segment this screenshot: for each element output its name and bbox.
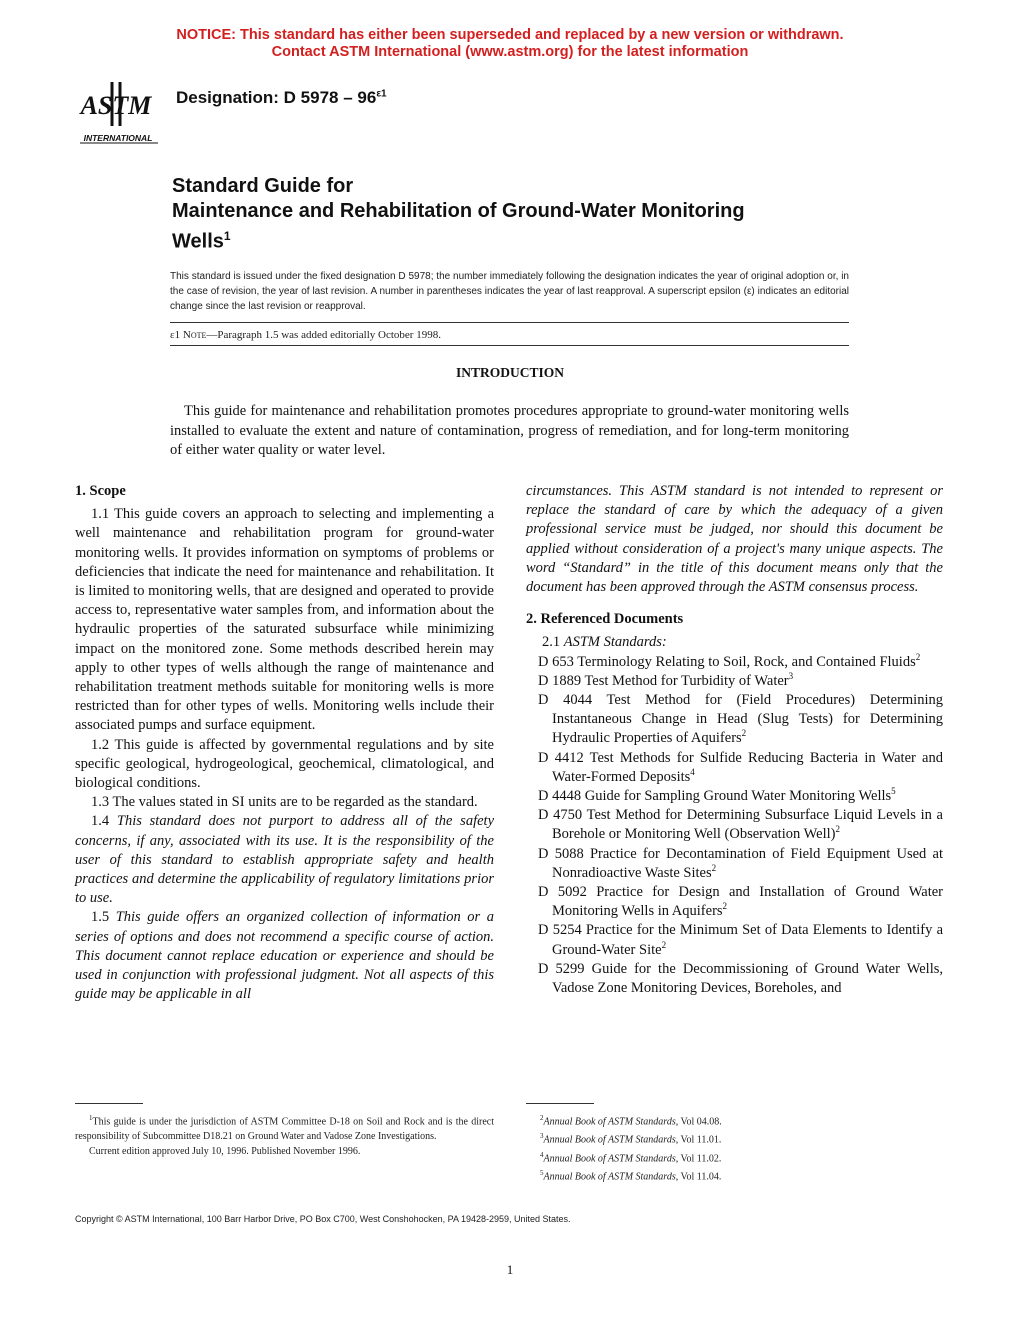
- footnote-source: Annual Book of ASTM Standards: [543, 1134, 676, 1146]
- referenced-document-item: [526, 653, 943, 672]
- referenced-document-text: D 5299 Guide for the Decommissioning of Ground Water Wells, Vadose Zone Monitoring Devices, Boreholes, and: [538, 960, 943, 997]
- referenced-documents-heading: 2. Referenced Documents: [526, 611, 684, 628]
- title-line-1: Standard Guide for: [172, 175, 354, 197]
- para-number: 1.5: [91, 909, 110, 926]
- logo-caption: INTERNATIONAL: [83, 133, 153, 143]
- footnote-mark: 2: [540, 1114, 544, 1122]
- notice-line-2: Contact ASTM International (www.astm.org) for the latest information: [271, 44, 749, 60]
- preamble: This standard is issued under the fixed designation D 5978; the number immediately following the designation indicates the year of original adoption or, in the case of revision, the year of last revision. A number in parentheses indicates the year of last reapproval. A superscript epsilon (ε) indicates an editorial change since the last revision or reapproval.: [170, 271, 849, 312]
- para-number: 2.1: [542, 634, 561, 651]
- footnote-mark: 4: [540, 1150, 544, 1159]
- footnote-volume: , Vol 11.01.: [675, 1134, 722, 1146]
- footnote-volume: , Vol 11.04.: [675, 1171, 722, 1183]
- scope-para-1-3: 1.3 The values stated in SI units are to be regarded as the standard.: [91, 794, 478, 811]
- astm-standards-subheading: [526, 633, 943, 652]
- footnote-2: [526, 1111, 943, 1129]
- footnote-source: Annual Book of ASTM Standards: [543, 1171, 676, 1183]
- designation: [176, 88, 387, 108]
- referenced-document-item: [526, 921, 943, 959]
- right-column: [526, 482, 943, 998]
- referenced-document-text: D 5092 Practice for Design and Installation of Ground Water Monitoring Wells in Aquifers: [538, 884, 943, 920]
- scope-para-1-5-text: This guide offers an organized collection of information or a series of options and does not recommend a specific course of action. This document cannot replace education or experience and should be used in conjunction with professional judgment. Not all aspects of this guide may be applicable in all: [75, 909, 494, 1003]
- footnote-3: [526, 1129, 943, 1147]
- footnote-mark: 2: [915, 651, 921, 662]
- introduction-heading: INTRODUCTION: [455, 365, 564, 380]
- footnote-5: [526, 1166, 943, 1184]
- astm-logo: [76, 76, 160, 148]
- scope-para-1-2: 1.2 This guide is affected by governmental regulations and by site specific geological, hydrogeological, geochemical, climatological, and biological conditions.: [75, 736, 494, 792]
- scope-para-1-5: [75, 908, 494, 1004]
- referenced-document-text: D 653 Terminology Relating to Soil, Rock, and Contained Fluids: [538, 653, 916, 670]
- left-column: [75, 482, 494, 1004]
- title-footnote-mark: 1: [223, 229, 231, 243]
- footnote-mark: 3: [788, 671, 794, 681]
- referenced-document-text: D 4412 Test Methods for Sulfide Reducing Bacteria in Water and Water-Formed Deposits: [538, 749, 943, 785]
- designation-text: Designation: D 5978 – 96: [176, 88, 377, 107]
- para-number: 1.4: [91, 813, 110, 830]
- referenced-document-item: [526, 749, 943, 787]
- withdrawal-notice: [0, 27, 1020, 61]
- footnote-source: Annual Book of ASTM Standards: [543, 1116, 676, 1128]
- astm-standards-label: ASTM Standards:: [563, 634, 667, 651]
- scope-para-1-4: [75, 812, 494, 908]
- footnote-volume: , Vol 04.08.: [675, 1116, 722, 1128]
- scope-para-1-4-text: This standard does not purport to address all of the safety concerns, if any, associated with its use. It is the responsibility of the user of this standard to establish appropriate safety and health practices and determine the applicability of regulatory limitations prior to use.: [75, 813, 495, 907]
- epsilon-note: [170, 329, 441, 341]
- epsilon-note-text: —Paragraph 1.5 was added editorially October 1998.: [206, 329, 441, 341]
- scope-para-1-5-cont-text: circumstances. This ASTM standard is not intended to represent or replace the standard of care by which the adequacy of a given professional service must be judged, nor should this document be applied without consideration of a project's many unique aspects. The word “Standard” in the title of this document means only that the document has been approved through the ASTM consensus process.: [526, 483, 943, 596]
- approval-note: Current edition approved July 10, 1996. Published November 1996.: [89, 1146, 361, 1158]
- footnote-mark: 1: [89, 1114, 93, 1122]
- footnote-1-text: This guide is under the jurisdiction of ASTM Committee D-18 on Soil and Rock and is the direct responsibility of Subcommittee D18.21 on Ground Water and Vadose Zone Investigations.: [75, 1116, 494, 1143]
- referenced-document-item: [526, 787, 943, 806]
- footnote-mark: 5: [540, 1168, 544, 1177]
- referenced-document-text: D 4750 Test Method for Determining Subsurface Liquid Levels in a Borehole or Monitoring Well (Observation Well): [538, 807, 943, 843]
- referenced-document-item: [526, 806, 943, 844]
- referenced-document-text: D 4448 Guide for Sampling Ground Water Monitoring Wells: [538, 788, 892, 805]
- footnote-source: Annual Book of ASTM Standards: [543, 1152, 676, 1164]
- referenced-document-item: [526, 883, 943, 921]
- page-number: 1: [506, 1262, 514, 1277]
- referenced-document-text: D 4044 Test Method for (Field Procedures) Determining Instantaneous Change in Head (Slug Tests) for Determining Hydraulic Properties of Aquifers: [538, 692, 943, 747]
- document-title: [172, 174, 872, 255]
- referenced-document-text: D 1889 Test Method for Turbidity of Water: [538, 672, 789, 689]
- footnote-divider: [75, 1103, 143, 1104]
- title-line-2: Maintenance and Rehabilitation of Ground-Water Monitoring: [172, 200, 745, 222]
- logo-letters: ASTM: [80, 91, 152, 120]
- footnote-mark: 2: [741, 728, 747, 739]
- referenced-document-item: [526, 691, 943, 749]
- footnote-mark: 4: [690, 767, 695, 778]
- footnote-mark: 5: [891, 786, 896, 797]
- footnotes-left: [75, 1111, 494, 1159]
- referenced-document-item: [526, 845, 943, 883]
- footnote-mark: 2: [661, 939, 667, 950]
- footnote-mark: 3: [540, 1132, 544, 1141]
- designation-epsilon: ε1: [376, 88, 387, 100]
- epsilon-note-mark: ε1: [170, 329, 181, 341]
- scope-para-1-1: 1.1 This guide covers an approach to selecting and implementing a well maintenance and rehabilitation program for ground-water monitoring wells. It provides information on symptoms of problems or deficiencies that indicate the need for maintenance and rehabilitation. It is limited to monitoring wells, that are designed and operated to provide access to, representative water samples from, and information about the hydraulic properties of the saturated subsurface while minimizing impact on the monitored zone. Some methods described herein may apply to other types of wells although the range of maintenance and rehabilitation treatment methods suitable for monitoring wells is more restricted than for other types of wells. Monitoring wells include their associated pumps and surface equipment.: [75, 506, 494, 734]
- title-line-3: Wells: [172, 230, 224, 253]
- footnote-4: [526, 1148, 943, 1166]
- divider: [170, 345, 849, 346]
- footnote-1: [75, 1111, 494, 1144]
- introduction-text: This guide for maintenance and rehabilitation promotes procedures appropriate to ground-water monitoring wells installed to evaluate the extent and nature of contamination, progress of remediation, and for long-term monitoring of either water quality or water level.: [170, 403, 849, 458]
- referenced-document-item: [526, 672, 943, 691]
- footnote-volume: , Vol 11.02.: [675, 1152, 722, 1164]
- divider: [170, 322, 849, 323]
- notice-line-1: NOTICE: This standard has either been superseded and replaced by a new version or withdrawn.: [176, 27, 844, 43]
- footnote-mark: 2: [835, 824, 840, 835]
- copyright: Copyright © ASTM International, 100 Barr Harbor Drive, PO Box C700, West Conshohocken, PA 19428-2959, United States.: [75, 1214, 571, 1224]
- footnote-mark: 2: [722, 901, 728, 912]
- referenced-document-item: [526, 960, 943, 998]
- footnote-divider: [526, 1103, 594, 1104]
- epsilon-note-label: Note: [182, 329, 207, 341]
- referenced-document-text: D 5088 Practice for Decontamination of Field Equipment Used at Nonradioactive Waste Sites: [538, 845, 943, 881]
- scope-heading: 1. Scope: [75, 483, 126, 499]
- footnote-mark: 2: [711, 863, 717, 874]
- scope-para-1-5-continued: [526, 482, 943, 597]
- referenced-document-text: D 5254 Practice for the Minimum Set of Data Elements to Identify a Ground-Water Site: [538, 922, 943, 958]
- referenced-documents-list: [526, 653, 943, 999]
- footnotes-right: [526, 1111, 943, 1184]
